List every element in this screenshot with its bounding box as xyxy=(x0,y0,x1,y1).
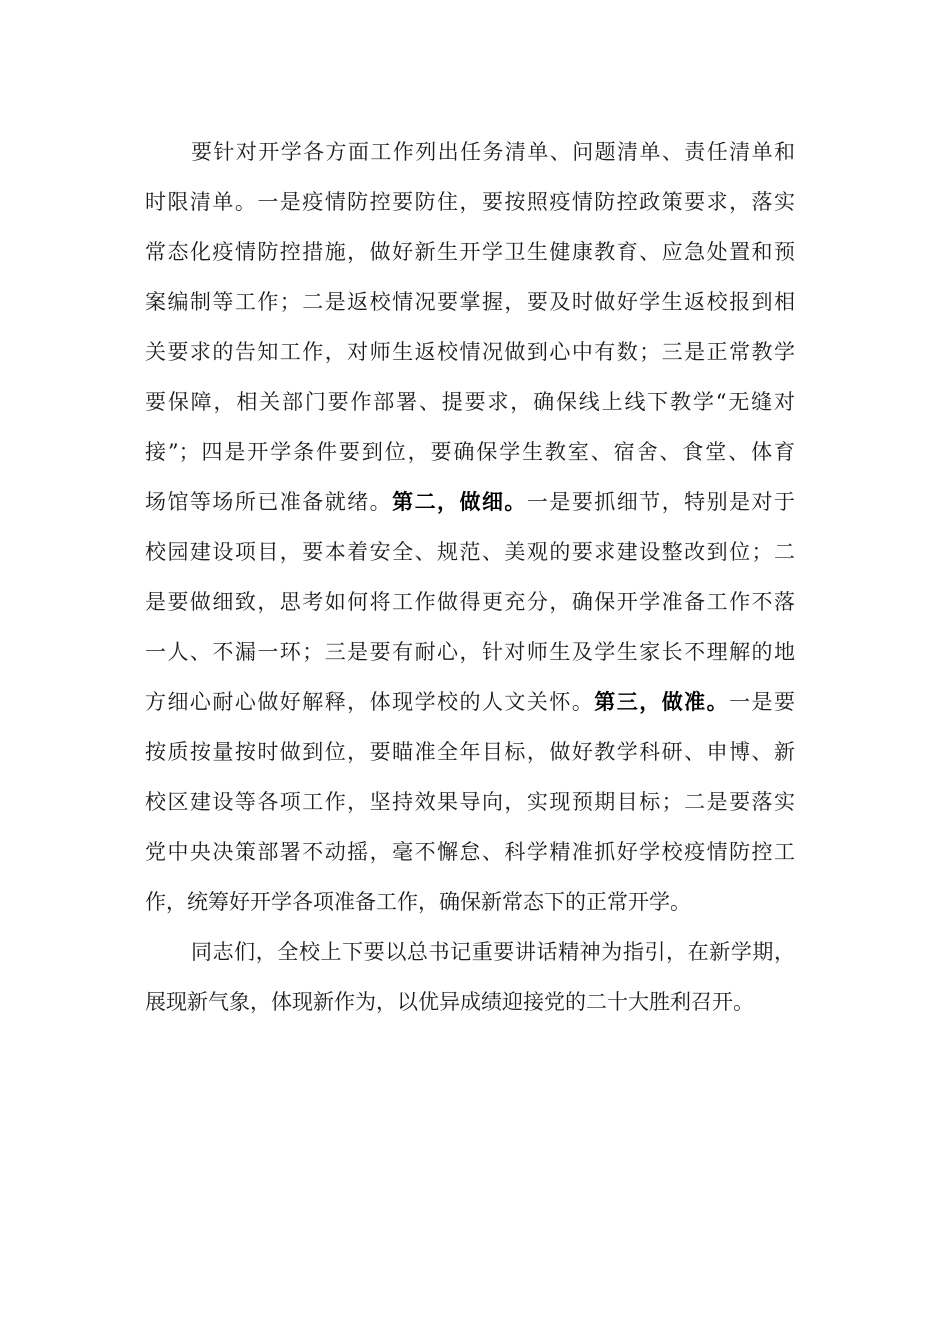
text-line: 要保障，相关部门要作部署、提要求，确保线上线下教学“无缝对 xyxy=(145,390,795,414)
text-run: 方细心耐心做好解释，体现学校的人文关怀。 xyxy=(145,690,595,714)
text-line: 一人、不漏一环；三是要有耐心，针对师生及学生家长不理解的地 xyxy=(145,640,795,664)
text-run: 一是要 xyxy=(729,690,796,714)
text-line: 常态化疫情防控措施，做好新生开学卫生健康教育、应急处置和预 xyxy=(145,240,795,264)
text-line: 校区建设等各项工作，坚持效果导向，实现预期目标；二是要落实 xyxy=(145,790,795,814)
text-line xyxy=(145,677,795,727)
section-heading-third: 第三，做准。 xyxy=(594,689,730,714)
text-line: 展现新气象，体现新作为，以优异成绩迎接党的二十大胜利召开。 xyxy=(145,990,754,1014)
text-line: 同志们，全校上下要以总书记重要讲话精神为指引，在新学期， xyxy=(191,940,795,964)
text-line: 党中央决策部署不动摇，毫不懈怠、科学精准抓好学校疫情防控工 xyxy=(145,840,795,864)
text-line: 关要求的告知工作，对师生返校情况做到心中有数；三是正常教学 xyxy=(145,340,795,364)
text-line: 时限清单。一是疫情防控要防住，要按照疫情防控政策要求，落实 xyxy=(145,190,795,214)
text-line: 是要做细致，思考如何将工作做得更充分，确保开学准备工作不落 xyxy=(145,590,795,614)
text-line: 要针对开学各方面工作列出任务清单、问题清单、责任清单和 xyxy=(191,140,795,164)
document-body xyxy=(145,127,795,1027)
paragraph-1 xyxy=(145,127,795,927)
text-line: 案编制等工作；二是返校情况要掌握，要及时做好学生返校报到相 xyxy=(145,290,795,314)
paragraph-2 xyxy=(145,927,795,1027)
text-run: 一是要抓细节，特别是对于 xyxy=(526,490,796,514)
text-line xyxy=(145,477,795,527)
text-line: 接”；四是开学条件要到位，要确保学生教室、宿舍、食堂、体育 xyxy=(145,440,795,464)
text-line: 校园建设项目，要本着安全、规范、美观的要求建设整改到位；二 xyxy=(145,540,795,564)
section-heading-second: 第二，做细。 xyxy=(392,489,527,514)
text-line: 作，统筹好开学各项准备工作，确保新常态下的正常开学。 xyxy=(145,890,691,914)
text-run: 场馆等场所已准备就绪。 xyxy=(145,490,393,514)
text-line: 按质按量按时做到位，要瞄准全年目标，做好教学科研、申博、新 xyxy=(145,740,795,764)
